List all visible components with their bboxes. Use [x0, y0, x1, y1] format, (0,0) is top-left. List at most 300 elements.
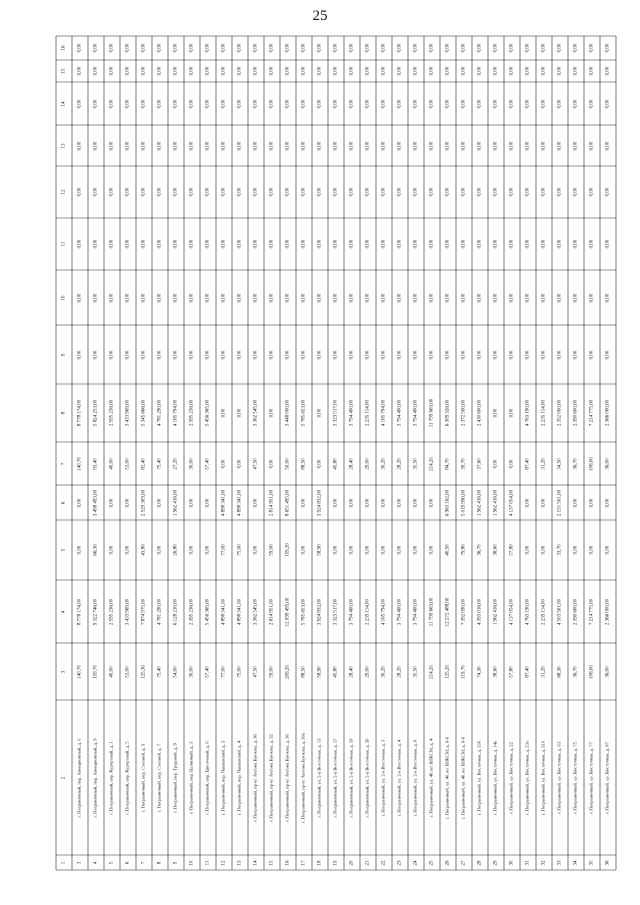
row-number-cell: 13 [237, 860, 243, 865]
value-cell: 0,00 [77, 187, 83, 197]
row-number-cell: 20 [349, 860, 355, 865]
value-cell: 38,60 [493, 544, 499, 556]
value-cell: 0,00 [525, 350, 531, 359]
value-cell: 0,00 [589, 99, 595, 108]
value-cell: 1 962 416,00 [493, 598, 499, 625]
value-cell: 0,00 [557, 141, 563, 150]
value-cell: 0,00 [493, 293, 499, 302]
value-cell: 36,70 [573, 457, 579, 470]
value-cell: 2 352 000,00 [557, 399, 563, 427]
value-cell: 0,00 [381, 293, 387, 302]
value-cell: 77,00 [221, 665, 227, 678]
value-cell: 5 019 990,00 [461, 489, 467, 516]
row-number-cell: 36 [605, 860, 611, 865]
value-cell: 27,20 [173, 457, 179, 470]
value-cell: 3 924 832,00 [317, 598, 323, 625]
value-cell: 0,00 [477, 239, 483, 249]
value-cell: 75,00 [237, 665, 243, 678]
row-number-cell: 19 [333, 860, 339, 865]
value-cell: 36,70 [573, 665, 579, 678]
value-cell: 0,00 [541, 350, 547, 359]
value-cell: 0,00 [237, 141, 243, 150]
value-cell: 0,00 [413, 350, 419, 359]
value-cell: 0,00 [381, 187, 387, 197]
value-cell: 0,00 [493, 239, 499, 249]
address-cell: г. Пограничный, ул. Восточная, д. 13б [476, 740, 482, 815]
value-cell: 77,00 [221, 544, 227, 556]
value-cell: 0,00 [317, 408, 323, 418]
address-cell: г. Пограничный, ул. 2-я Восточная, д. 20 [364, 738, 370, 817]
value-cell: 0,00 [157, 66, 163, 76]
row-number-cell: 11 [205, 860, 211, 865]
value-cell: 2 814 951,00 [269, 598, 275, 625]
value-cell: 2 151 501,00 [557, 489, 563, 516]
value-cell: 0,00 [205, 350, 211, 359]
value-cell: 57,80 [509, 665, 515, 678]
value-cell: 0,00 [125, 99, 131, 108]
value-cell: 79,80 [461, 544, 467, 556]
value-cell: 30,00 [189, 457, 195, 470]
value-cell: 140,70 [77, 456, 83, 471]
value-cell: 0,00 [365, 239, 371, 249]
value-cell: 40,00 [109, 457, 115, 470]
value-cell: 0,00 [557, 43, 563, 53]
value-cell: 0,00 [525, 187, 531, 197]
value-cell: 0,00 [381, 99, 387, 108]
value-cell: 0,00 [573, 350, 579, 359]
value-cell: 0,00 [573, 99, 579, 108]
value-cell: 5 456 365,00 [205, 598, 211, 625]
value-cell: 0,00 [333, 141, 339, 150]
value-cell: 0,00 [573, 66, 579, 76]
column-number-header: 8 [61, 411, 67, 415]
value-cell: 58,90 [317, 665, 323, 678]
value-cell: 214,20 [429, 456, 435, 471]
value-cell: 0,00 [525, 99, 531, 108]
value-cell: 4 898 341,00 [221, 598, 227, 625]
value-cell: 3 362 545,00 [253, 598, 259, 625]
row-number-cell: 26 [445, 860, 451, 865]
value-cell: 0,00 [541, 293, 547, 302]
value-cell: 0,00 [605, 99, 611, 108]
value-cell: 50,00 [285, 457, 291, 470]
value-cell: 0,00 [477, 66, 483, 76]
value-cell: 0,00 [429, 66, 435, 76]
row-number-cell: 14 [253, 860, 259, 865]
value-cell: 0,00 [397, 99, 403, 108]
value-cell: 0,00 [269, 187, 275, 197]
value-cell: 2 595 236,00 [109, 399, 115, 427]
value-cell: 0,00 [173, 187, 179, 197]
value-cell: 0,00 [141, 43, 147, 53]
value-cell: 0,00 [93, 99, 99, 108]
value-cell: 0,00 [525, 66, 531, 76]
value-cell: 0,00 [397, 350, 403, 359]
value-cell: 0,00 [285, 66, 291, 76]
address-cell: г. Пограничный, ул. Восточная, д. 23а [524, 740, 530, 815]
value-cell: 0,00 [205, 239, 211, 249]
value-cell: 0,00 [173, 141, 179, 150]
value-cell: 0,00 [269, 66, 275, 76]
value-cell: 0,00 [77, 66, 83, 76]
value-cell: 5 824 253,00 [93, 399, 99, 427]
row-number-cell: 10 [189, 860, 195, 865]
value-cell: 30,00 [189, 665, 195, 678]
value-cell: 82,40 [141, 457, 147, 470]
value-cell: 0,00 [317, 350, 323, 359]
value-cell: 0,00 [157, 141, 163, 150]
row-number-cell: 8 [157, 861, 163, 864]
value-cell: 47,50 [253, 665, 259, 678]
column-number-header: 13 [61, 143, 67, 148]
value-cell: 0,00 [381, 141, 387, 150]
value-cell: 11 799 663,00 [429, 597, 435, 626]
value-cell: 75,40 [157, 457, 163, 470]
column-number-header: 2 [61, 776, 67, 779]
value-cell: 0,00 [365, 66, 371, 76]
value-cell: 0,00 [477, 141, 483, 150]
value-cell: 0,00 [77, 293, 83, 302]
value-cell: 0,00 [125, 187, 131, 197]
value-cell: 0,00 [189, 141, 195, 150]
value-cell: 0,00 [205, 187, 211, 197]
value-cell: 0,00 [397, 498, 403, 507]
value-cell: 0,00 [141, 293, 147, 302]
value-cell: 0,00 [365, 545, 371, 555]
value-cell: 0,00 [125, 350, 131, 359]
value-cell: 0,00 [269, 459, 275, 468]
value-cell: 0,00 [493, 350, 499, 359]
value-cell: 40,00 [109, 665, 115, 678]
value-cell: 0,00 [413, 99, 419, 108]
value-cell: 0,00 [589, 545, 595, 555]
value-cell: 0,00 [109, 141, 115, 150]
value-cell: 0,00 [253, 141, 259, 150]
address-cell: г. Пограничный, ул. 2-я Восточная, д. 19 [348, 738, 354, 817]
value-cell: 4 503 501,00 [557, 598, 563, 625]
address-cell: г. Пограничный, пер. Авиационный, д. 6 [76, 737, 82, 818]
value-cell: 0,00 [221, 66, 227, 76]
value-cell: 3 433 969,00 [125, 399, 131, 427]
value-cell: 0,00 [605, 545, 611, 555]
address-cell: г. Пограничный, пер. Цветочный, д. 6 [204, 740, 210, 815]
value-cell: 0,00 [413, 545, 419, 555]
value-cell: 0,00 [429, 43, 435, 53]
value-cell: 0,00 [413, 66, 419, 76]
value-cell: 26,80 [173, 544, 179, 556]
value-cell: 0,00 [317, 141, 323, 150]
value-cell: 0,00 [429, 545, 435, 555]
value-cell: 0,00 [509, 141, 515, 150]
value-cell: 0,00 [125, 43, 131, 53]
value-cell: 0,00 [77, 239, 83, 249]
value-cell: 0,00 [589, 141, 595, 150]
value-cell: 0,00 [301, 498, 307, 507]
value-cell: 0,00 [413, 187, 419, 197]
address-cell: г. Пограничный, пер. Трудовой, д. 9 [172, 742, 178, 813]
column-number-header: 15 [61, 68, 67, 74]
value-cell: 0,00 [189, 187, 195, 197]
value-cell: 88,50 [301, 665, 307, 678]
address-cell: г. Пограничный, ул. 40 лет ВЛКСМ, д. 9-б [460, 736, 466, 819]
value-cell: 0,00 [221, 239, 227, 249]
column-number-header: 16 [61, 45, 67, 51]
value-cell: 40,50 [445, 544, 451, 556]
value-cell: 0,00 [365, 498, 371, 507]
address-cell: г. Пограничный, ул. Восточная, д. 31б [540, 740, 546, 815]
row-number-cell: 12 [221, 860, 227, 865]
row-number-cell: 31 [525, 860, 531, 865]
value-cell: 0,00 [125, 66, 131, 76]
value-cell: 0,00 [333, 99, 339, 108]
value-cell: 53,00 [125, 665, 131, 678]
value-cell: 0,00 [317, 66, 323, 76]
value-cell: 2 390 600,00 [573, 399, 579, 427]
value-cell: 0,00 [509, 99, 515, 108]
value-cell: 0,00 [157, 545, 163, 555]
value-cell: 0,00 [237, 293, 243, 302]
value-cell: 0,00 [461, 99, 467, 108]
value-cell: 37,60 [477, 457, 483, 470]
value-cell: 1 962 416,00 [493, 489, 499, 516]
value-cell: 0,00 [397, 293, 403, 302]
column-number-header: 12 [61, 189, 67, 195]
value-cell: 0,00 [157, 187, 163, 197]
value-cell: 66,30 [93, 544, 99, 556]
value-cell: 0,00 [365, 187, 371, 197]
value-cell: 0,00 [285, 99, 291, 108]
column-number-header: 5 [61, 548, 67, 552]
address-cell: г. Пограничный, пер. Степной, д. 3 [140, 743, 146, 812]
value-cell: 59,00 [269, 665, 275, 678]
value-cell: 0,00 [173, 99, 179, 108]
value-cell: 0,00 [589, 187, 595, 197]
value-cell: 0,00 [317, 187, 323, 197]
value-cell: 0,00 [205, 99, 211, 108]
value-cell: 0,00 [605, 498, 611, 507]
value-cell: 0,00 [573, 141, 579, 150]
value-cell: 0,00 [301, 43, 307, 53]
value-cell: 0,00 [557, 239, 563, 249]
value-cell: 0,00 [349, 43, 355, 53]
value-cell: 0,00 [333, 239, 339, 249]
value-cell: 0,00 [413, 141, 419, 150]
value-cell: 0,00 [301, 293, 307, 302]
value-cell: 75,00 [237, 544, 243, 556]
address-cell: г. Пограничный, ул. 40 лет ВЛКСМ, д. 9-6 [444, 736, 450, 819]
value-cell: 209,20 [285, 664, 291, 679]
value-cell: 8 778 174,00 [77, 598, 83, 625]
value-cell: 0,00 [557, 350, 563, 359]
value-cell: 0,00 [557, 293, 563, 302]
value-cell: 57,80 [509, 544, 515, 556]
row-number-cell: 30 [509, 860, 515, 865]
row-number-cell: 18 [317, 860, 323, 865]
value-cell: 0,00 [93, 141, 99, 150]
value-cell: 0,00 [141, 239, 147, 249]
address-cell: г. Пограничный, ул. Восточная, д. 14а [492, 740, 498, 815]
address-cell: г. Пограничный, пр-кт Антона Буюклы, д. 32 [268, 733, 274, 822]
value-cell: 11 799 663,00 [429, 398, 435, 428]
value-cell: 0,00 [461, 187, 467, 197]
value-cell: 75,40 [157, 665, 163, 678]
value-cell: 0,00 [317, 99, 323, 108]
address-cell: г. Пограничный, ул. 40 лет ВЛКСМ, д. 4 [428, 738, 434, 817]
value-cell: 0,00 [445, 239, 451, 249]
value-cell: 8 778 174,00 [77, 399, 83, 427]
row-number-cell: 34 [573, 860, 579, 865]
address-cell: г. Пограничный, ул. Восточная, д. 22 [508, 741, 514, 814]
value-cell: 0,00 [253, 293, 259, 302]
value-cell: 0,00 [333, 545, 339, 555]
address-cell: г. Пограничный, ул. Восточная, д. 63 [556, 741, 562, 814]
value-cell: 0,00 [429, 239, 435, 249]
value-cell: 2 395 236,00 [189, 399, 195, 427]
value-cell: 4 898 341,00 [237, 598, 243, 625]
row-number-cell: 21 [365, 860, 371, 865]
value-cell: 0,00 [173, 293, 179, 302]
row-number-cell: 4 [93, 861, 99, 864]
value-cell: 3 794 400,00 [397, 399, 403, 427]
value-cell: 33,70 [557, 544, 563, 556]
address-cell: г. Пограничный, ул. Восточная, д. 75 [572, 741, 578, 814]
value-cell: 0,00 [589, 350, 595, 359]
value-cell: 57,40 [205, 665, 211, 678]
value-cell: 0,00 [429, 99, 435, 108]
value-cell: 0,00 [221, 187, 227, 197]
value-cell: 0,00 [93, 293, 99, 302]
value-cell: 0,00 [525, 239, 531, 249]
value-cell: 0,00 [381, 43, 387, 53]
value-cell: 0,00 [285, 293, 291, 302]
value-cell: 0,00 [589, 498, 595, 507]
value-cell: 0,00 [541, 43, 547, 53]
value-cell: 0,00 [445, 293, 451, 302]
value-cell: 0,00 [493, 187, 499, 197]
value-cell: 0,00 [349, 498, 355, 507]
column-number-header: 4 [61, 610, 67, 613]
row-number-cell: 29 [493, 860, 499, 865]
address-cell: г. Пограничный, пер. Чапаевский, д. 3 [220, 740, 226, 815]
value-cell: 57,40 [205, 457, 211, 470]
value-cell: 0,00 [205, 498, 211, 507]
value-cell: 3 433 969,00 [125, 598, 131, 625]
value-cell: 0,00 [77, 43, 83, 53]
value-cell: 0,00 [93, 66, 99, 76]
value-cell: 0,00 [317, 239, 323, 249]
value-cell: 30,20 [381, 665, 387, 678]
row-number-cell: 9 [173, 861, 179, 864]
value-cell: 88,50 [301, 457, 307, 470]
value-cell: 0,00 [253, 66, 259, 76]
value-cell: 0,00 [109, 293, 115, 302]
value-cell: 0,00 [365, 99, 371, 108]
value-cell: 3 794 400,00 [413, 399, 419, 427]
value-cell: 0,00 [93, 350, 99, 359]
value-cell: 0,00 [77, 350, 83, 359]
value-cell: 0,00 [445, 187, 451, 197]
value-cell: 0,00 [221, 408, 227, 418]
value-cell: 0,00 [189, 293, 195, 302]
value-cell: 0,00 [125, 498, 131, 507]
value-cell: 0,00 [413, 239, 419, 249]
value-cell: 0,00 [365, 350, 371, 359]
value-cell: 0,00 [173, 66, 179, 76]
value-cell: 0,00 [333, 43, 339, 53]
value-cell: 0,00 [141, 99, 147, 108]
value-cell: 0,00 [157, 239, 163, 249]
value-cell: 159,70 [93, 664, 99, 679]
value-cell: 3 794 400,00 [349, 399, 355, 427]
value-cell: 0,00 [429, 350, 435, 359]
value-cell: 0,00 [381, 545, 387, 555]
value-cell: 2 529 309,00 [141, 489, 147, 516]
value-cell: 2 366 000,00 [605, 399, 611, 427]
value-cell: 0,00 [173, 239, 179, 249]
value-cell: 4 781 290,00 [157, 399, 163, 427]
value-cell: 0,00 [157, 293, 163, 302]
value-cell: 0,00 [205, 66, 211, 76]
value-cell: 0,00 [301, 187, 307, 197]
value-cell: 0,00 [493, 43, 499, 53]
value-cell: 0,00 [109, 43, 115, 53]
value-cell: 0,00 [429, 187, 435, 197]
value-cell: 53,00 [125, 457, 131, 470]
value-cell: 0,00 [189, 545, 195, 555]
value-cell: 0,00 [573, 43, 579, 53]
value-cell: 0,00 [541, 239, 547, 249]
value-cell: 0,00 [589, 239, 595, 249]
value-cell: 0,00 [333, 498, 339, 507]
value-cell: 0,00 [157, 350, 163, 359]
value-cell: 30,20 [381, 457, 387, 470]
value-cell: 0,00 [397, 141, 403, 150]
row-number-cell: 35 [589, 860, 595, 865]
row-number-cell: 7 [141, 861, 147, 864]
value-cell: 0,00 [125, 239, 131, 249]
value-cell: 0,00 [205, 545, 211, 555]
value-cell: 2 372 500,00 [461, 399, 467, 427]
value-cell: 0,00 [109, 545, 115, 555]
column-number-header: 11 [61, 241, 67, 247]
value-cell: 0,00 [509, 187, 515, 197]
row-number-cell: 25 [429, 860, 435, 865]
column-number-header: 14 [61, 101, 67, 106]
value-cell: 0,00 [589, 293, 595, 302]
row-number-cell: 17 [301, 860, 307, 865]
value-cell: 59,00 [269, 544, 275, 556]
value-cell: 0,00 [349, 545, 355, 555]
value-cell: 2 430 600,00 [477, 399, 483, 427]
value-cell: 0,00 [109, 187, 115, 197]
value-cell: 0,00 [221, 43, 227, 53]
value-cell: 0,00 [525, 498, 531, 507]
value-cell: 45,80 [333, 457, 339, 470]
value-cell: 119,70 [461, 664, 467, 679]
value-cell: 0,00 [189, 66, 195, 76]
value-cell: 0,00 [365, 141, 371, 150]
value-cell: 12 272 488,00 [445, 597, 451, 626]
address-cell: г. Пограничный, ул. Восточная, д. 87 [604, 741, 610, 814]
value-cell: 0,00 [333, 187, 339, 197]
value-cell: 5 785 653,00 [301, 399, 307, 427]
value-cell: 0,00 [285, 43, 291, 53]
value-cell: 74,30 [477, 665, 483, 678]
value-cell: 0,00 [541, 66, 547, 76]
value-cell: 28,40 [349, 457, 355, 470]
value-cell: 3 794 400,00 [349, 598, 355, 625]
value-cell: 36,70 [477, 544, 483, 556]
